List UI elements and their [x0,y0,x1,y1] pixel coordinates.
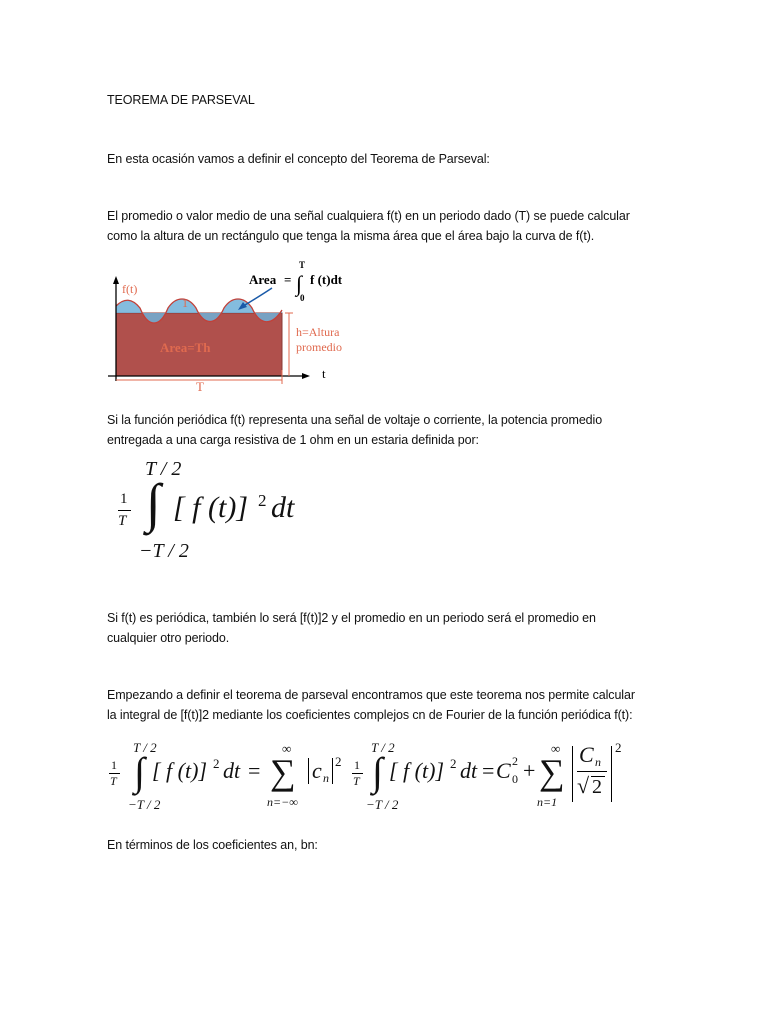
integral-upper-limit: T [299,260,306,270]
integral-lower-limit: 0 [300,293,305,303]
document-title: TEOREMA DE PARSEVAL [107,93,255,107]
t-axis-label: t [322,366,326,381]
paragraph-line: la integral de [f(t)]2 mediante los coeficientes complejos cn de Fourier de la función periódica f(t): [107,707,633,722]
paragraph-coefficients: En términos de los coeficientes an, bn: [107,838,318,852]
formula-average-power [113,458,333,568]
height-label-line1: h=Altura [296,325,340,339]
abs-bar-right [611,746,612,802]
intro-text: En esta ocasión vamos a definir el concepto del Teorema de Parseval: [107,152,490,166]
sum-lower-limit: n=1 [537,795,558,809]
fraction-numerator: 1 [111,758,117,772]
sum-upper-limit: ∞ [551,741,561,756]
outer-exponent: 2 [615,740,622,755]
paragraph-line: Empezando a definir el teorema de parseval encontramos que este teorema nos permite calcular [107,688,635,702]
abs-bar-left [572,746,573,802]
sum-lower-limit: n=−∞ [267,795,298,809]
formula-plus: + [523,758,536,783]
paragraph-mean-value [107,207,667,246]
fraction-numerator: 1 [354,758,360,772]
formula-equals: = [482,758,495,783]
formula-dt: dt [223,758,241,783]
integral-sign: ∫ [146,473,161,533]
abs-bar-left [308,758,309,784]
formula-upper-limit: T / 2 [371,740,395,755]
area-equals: = [284,272,292,287]
paragraph-parseval [107,686,667,725]
period-label: T [196,379,204,393]
paragraph-line: El promedio o valor medio de una señal cualquiera f(t) en un periodo dado (T) se puede calcular [107,209,630,223]
formula-lower-limit: −T / 2 [139,540,189,562]
sqrt-argument: 2 [592,776,602,798]
fraction-denominator: T [110,774,117,788]
formula-dt: dt [460,758,478,783]
sum-upper-limit: ∞ [282,741,292,756]
formula-upper-limit: T / 2 [145,458,182,480]
coefficient-exponent: 2 [335,754,342,769]
integral-sign: ∫ [296,271,303,296]
ft-axis-label: f(t) [122,282,138,296]
formula-parseval-real [349,740,649,815]
sqrt-sign: √ [577,773,590,798]
c0-subscript: 0 [512,772,518,786]
formula-parseval-complex [105,740,350,815]
rectangle-label: Area=Th [160,340,211,355]
fraction-numerator: 1 [120,491,128,507]
x-axis-arrow [302,373,310,379]
fraction-bar [577,771,607,772]
formula-body: [ f (t)] [389,758,444,783]
paragraph-power [107,411,667,450]
paragraph-line: como la altura de un rectángulo que tenga la misma área que el área bajo la curva de f(t). [107,228,595,243]
integrand-text: f (t)dt [310,272,343,287]
Cn-subscript: n [595,755,601,769]
fraction-denominator: T [118,513,127,529]
fraction-bar [118,510,131,511]
integral-sign: ∫ [134,749,145,794]
sum-sign: ∑ [270,752,296,792]
curve-label: 1 [182,296,188,310]
fraction-denominator: T [353,774,360,788]
paragraph-line: Si f(t) es periódica, también lo será [f(t)]2 y el promedio en un periodo será el promedio en [107,611,596,625]
paragraph-periodic [107,609,667,648]
integral-sign: ∫ [372,749,383,794]
formula-lower-limit: −T / 2 [128,797,161,812]
abs-bar-right [332,758,333,784]
formula-equals: = [248,758,261,783]
sum-sign: ∑ [539,752,565,792]
formula-exponent: 2 [258,491,267,510]
area-word: Area [249,272,277,287]
formula-body: [ f (t)] [173,491,248,524]
y-axis-arrow [113,276,119,284]
formula-upper-limit: T / 2 [133,740,157,755]
c0-exponent: 2 [512,754,518,768]
formula-exponent: 2 [213,756,220,771]
formula-dt: dt [271,491,295,524]
area-figure [100,258,370,393]
paragraph-line: cualquier otro periodo. [107,630,230,645]
formula-lower-limit: −T / 2 [366,797,399,812]
coefficient-c0: C [496,758,511,783]
coefficient-Cn: C [579,742,594,767]
height-label-line2: promedio [296,340,342,354]
formula-exponent: 2 [450,756,457,771]
paragraph-line: entregada a una carga resistiva de 1 ohm en un estaria definida por: [107,432,479,447]
coefficient-subscript: n [323,771,329,785]
coefficient-cn: c [312,758,322,783]
formula-body: [ f (t)] [152,758,207,783]
paragraph-line: Si la función periódica f(t) representa una señal de voltaje o corriente, la potencia promedio [107,413,603,427]
